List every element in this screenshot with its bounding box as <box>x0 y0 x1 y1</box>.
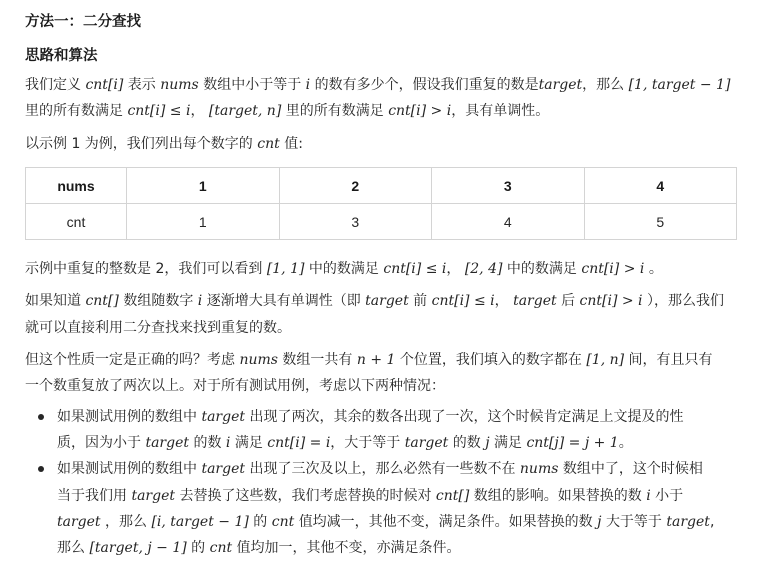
table-header-cell: nums <box>26 168 127 204</box>
table-header-cell: 4 <box>584 168 737 204</box>
cnt-table <box>25 167 737 240</box>
text: 大于等于 <box>605 514 662 530</box>
text: 如果测试用例的数组中 <box>57 409 197 425</box>
bullet-2-line-2 <box>57 486 683 506</box>
method-heading: 方法一：二分查找 <box>25 14 141 30</box>
text: ，那么 <box>105 514 147 530</box>
math-target: target <box>513 293 557 309</box>
text: ，那么 <box>582 77 625 93</box>
text: 个位置，我们填入的数字都在 <box>399 352 582 368</box>
text: 当于我们用 <box>57 488 127 504</box>
text: 后 <box>561 293 576 309</box>
math-target: target <box>201 409 245 425</box>
text: 中的数满足 <box>506 261 577 277</box>
bullet-1-line-1 <box>57 407 683 427</box>
text: 数组的影响。如果替换的数 <box>473 488 642 504</box>
math-condition: cnt[i] > i <box>579 293 643 309</box>
text: 那么 <box>57 540 85 556</box>
math-i: i <box>305 77 311 93</box>
math-range: [i, target − 1] <box>151 514 249 530</box>
math-j: j <box>597 514 602 530</box>
table-cell: 3 <box>279 204 432 240</box>
math-cnt: cnt[] <box>435 488 470 504</box>
text: 中的数满足 <box>308 261 379 277</box>
text: 数组一共有 <box>282 352 353 368</box>
table-cell: 4 <box>432 204 585 240</box>
bullet-1-line-2 <box>57 433 633 453</box>
paragraph-5-line-2: 一个数重复放了两次以上。对于所有测试用例，考虑以下两种情况： <box>25 378 445 394</box>
text: 间，有且只有 <box>628 352 713 368</box>
table-header-cell: 3 <box>432 168 585 204</box>
text: 的 <box>191 540 206 556</box>
paragraph-2 <box>25 134 303 154</box>
math-target: target <box>404 435 449 451</box>
text: 满足 <box>494 435 522 451</box>
text: 我们定义 <box>25 77 81 93</box>
bullet-2-line-1 <box>57 459 703 479</box>
text: ），那么我们 <box>646 293 724 309</box>
math-condition: cnt[i] ≤ i <box>431 293 495 309</box>
math-range: [target, j − 1] <box>89 540 187 556</box>
math-target: target <box>538 77 583 93</box>
math-target: target <box>131 488 175 504</box>
text: 值均减一，其他不变，满足条件。如果替换的数 <box>298 514 593 530</box>
paragraph-5-line-1 <box>25 350 713 370</box>
text: 逐渐增大具有单调性（即 <box>206 293 361 309</box>
math-range: [target, n] <box>208 103 282 119</box>
math-cnt: cnt <box>209 540 233 556</box>
math-range: [1, target − 1] <box>628 77 731 93</box>
text: , <box>709 514 715 530</box>
math-range: [1, 1] <box>266 261 305 277</box>
text: ， <box>494 293 509 309</box>
paragraph-1-line-2 <box>25 101 549 121</box>
math-nums: nums <box>519 461 559 477</box>
table-cell: 5 <box>584 204 737 240</box>
text: 数组中了，这个时候相 <box>562 461 703 477</box>
math-i: i <box>646 488 651 504</box>
math-nums: nums <box>239 352 278 368</box>
table-header-cell: 2 <box>279 168 432 204</box>
math-condition: cnt[i] > i <box>581 261 645 277</box>
text: 质，因为小于 <box>57 435 141 451</box>
text: 。 <box>618 435 633 451</box>
text: 的数有多少个，假设我们重复的数是 <box>314 77 539 93</box>
text: 数组中小于等于 <box>203 77 302 93</box>
math-range: [1, n] <box>586 352 625 368</box>
math-range: [2, 4] <box>464 261 503 277</box>
math-condition: cnt[i] ≤ i <box>383 261 447 277</box>
paragraph-4-line-1 <box>25 291 724 311</box>
text: 的 <box>253 514 268 530</box>
bullet-2-line-3 <box>57 512 714 532</box>
text: 值: <box>284 136 303 152</box>
math-cnt-i: cnt[i] <box>85 77 124 93</box>
table-cell: 1 <box>127 204 280 240</box>
math-target: target <box>145 435 189 451</box>
text: 的数 <box>452 435 481 451</box>
math-target: target <box>57 514 101 530</box>
math-target: target <box>201 461 245 477</box>
paragraph-1-line-1 <box>25 75 730 95</box>
text: ，大于等于 <box>330 435 401 451</box>
text: 示例中重复的整数是 2，我们可以看到 <box>25 261 263 277</box>
text: 出现了两次，其余的数各出现了一次，这个时候肯定满足上文提及的性 <box>249 409 684 425</box>
text: 里的所有数满足 <box>285 103 384 119</box>
text: 去替换了这些数，我们考虑替换的时候对 <box>179 488 432 504</box>
paragraph-4-line-2: 就可以直接利用二分查找来找到重复的数。 <box>25 320 291 336</box>
bullet-dot <box>38 414 44 420</box>
math-cnt: cnt[] <box>85 293 119 309</box>
math-cnt: cnt <box>271 514 295 530</box>
math-target: target <box>365 293 409 309</box>
text: 但这个性质一定是正确的吗？考虑 <box>25 352 235 368</box>
math-equation: cnt[j] = j + 1 <box>526 435 619 451</box>
text: 出现了三次及以上，那么必然有一些数不在 <box>249 461 516 477</box>
table-header-cell: 1 <box>127 168 280 204</box>
math-target: target <box>666 514 710 530</box>
paragraph-3 <box>25 259 663 279</box>
text: 表示 <box>127 77 156 93</box>
text: 以示例 1 为例，我们列出每个数字的 <box>25 136 253 152</box>
table-row <box>26 204 737 240</box>
text: 的数 <box>193 435 222 451</box>
text: ，具有单调性。 <box>451 103 550 119</box>
math-equation: cnt[i] = i <box>267 435 331 451</box>
bullet-dot <box>38 466 44 472</box>
table-cell: cnt <box>26 204 127 240</box>
math-nums: nums <box>160 77 199 93</box>
table-header-row <box>26 168 737 204</box>
math-j: j <box>485 435 490 451</box>
text: 值均加一，其他不变，亦满足条件。 <box>236 540 461 556</box>
math-i: i <box>197 293 203 309</box>
math-condition: cnt[i] > i <box>388 103 452 119</box>
text: 前 <box>413 293 428 309</box>
text: 里的所有数满足 <box>25 103 123 119</box>
section-heading: 思路和算法 <box>25 48 98 64</box>
text: 如果测试用例的数组中 <box>57 461 197 477</box>
text: 小于 <box>655 488 684 504</box>
text: 。 <box>648 261 663 277</box>
text: 如果知道 <box>25 293 81 309</box>
bullet-2-line-4 <box>57 538 461 558</box>
math-condition: cnt[i] ≤ i <box>127 103 191 119</box>
text: 数组随数字 <box>123 293 194 309</box>
text: ， <box>446 261 461 277</box>
math-cnt: cnt <box>257 136 280 152</box>
math-i: i <box>225 435 231 451</box>
math-n-plus-1: n + 1 <box>356 352 396 368</box>
text: ， <box>190 103 205 119</box>
text: 满足 <box>234 435 263 451</box>
